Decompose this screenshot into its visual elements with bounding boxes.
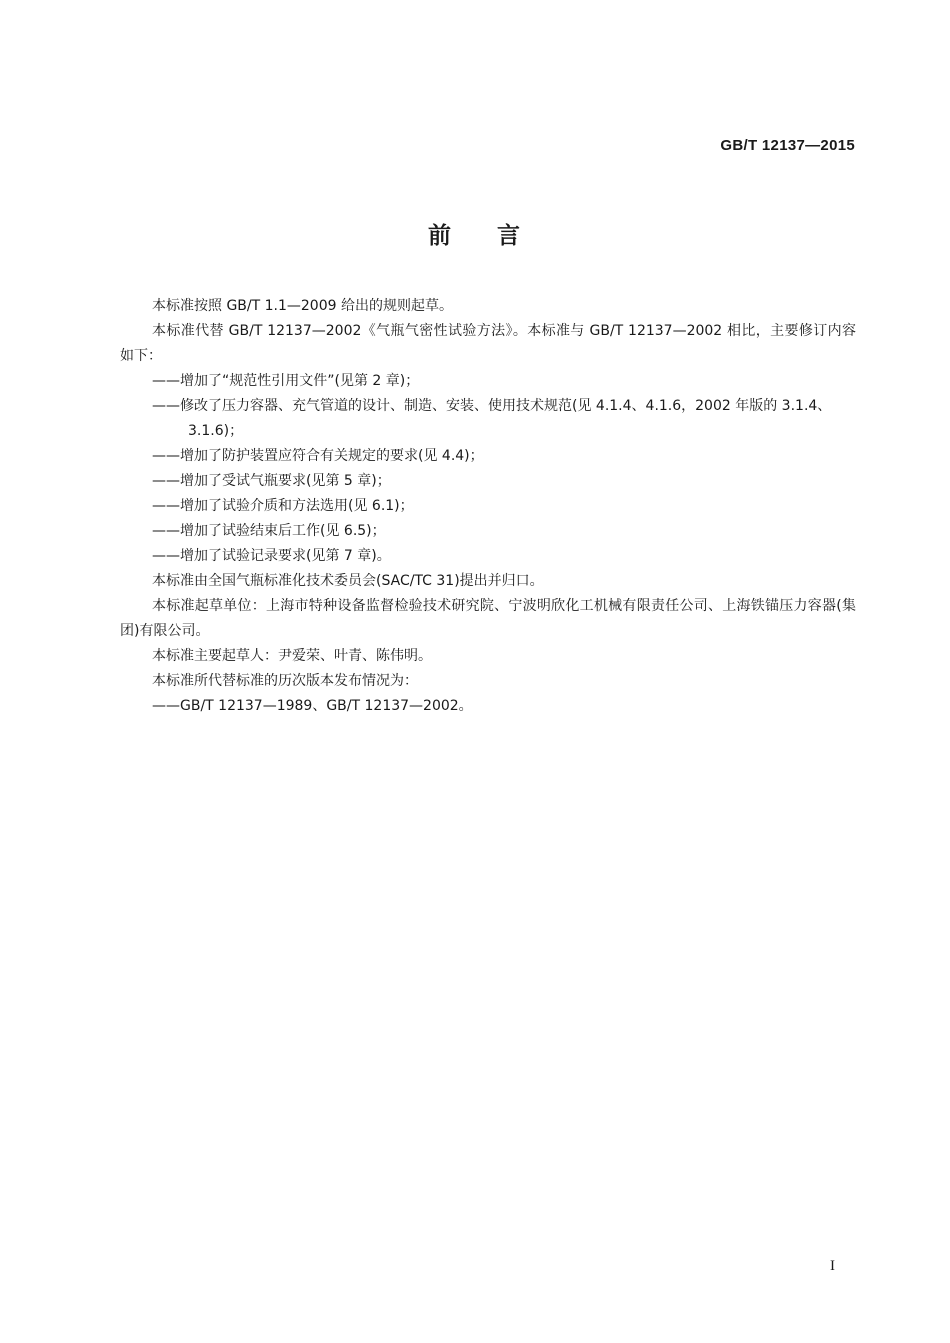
change-item: ——增加了试验介质和方法选用(见 6.1)； [152, 498, 414, 514]
change-item: ——增加了防护装置应符合有关规定的要求(见 4.4)； [152, 448, 484, 464]
history-item: ——GB/T 12137—1989、GB/T 12137—2002。 [152, 698, 473, 714]
change-item: ——增加了受试气瓶要求(见第 5 章)； [152, 473, 391, 489]
change-item: ——增加了试验记录要求(见第 7 章)。 [152, 548, 391, 564]
paragraph-replacement: 本标准代替 GB/T 12137—2002《气瓶气密性试验方法》。本标准与 GB/T 12137—2002 相比，主要修订内容如下： [120, 323, 856, 364]
paragraph-history-intro: 本标准所代替标准的历次版本发布情况为： [152, 673, 418, 689]
foreword-body [120, 294, 856, 719]
page-number: I [830, 1258, 835, 1274]
change-item: ——增加了“规范性引用文件”(见第 2 章)； [152, 373, 420, 389]
paragraph-drafting-rules: 本标准按照 GB/T 1.1—2009 给出的规则起草。 [152, 298, 453, 314]
change-item: ——修改了压力容器、充气管道的设计、制造、安装、使用技术规范(见 4.1.4、4.1.6，2002 年版的 3.1.4、3.1.6)； [152, 398, 832, 439]
standard-number: GB/T 12137—2015 [720, 137, 855, 154]
paragraph-proposer: 本标准由全国气瓶标准化技术委员会(SAC/TC 31)提出并归口。 [152, 573, 544, 589]
paragraph-drafters: 本标准主要起草人：尹爱荣、叶青、陈伟明。 [152, 648, 432, 664]
paragraph-drafting-units: 本标准起草单位：上海市特种设备监督检验技术研究院、宁波明欣化工机械有限责任公司、上海铁锚压力容器(集团)有限公司。 [120, 598, 856, 639]
change-item: ——增加了试验结束后工作(见 6.5)； [152, 523, 386, 539]
page-title: 前言 [428, 223, 566, 249]
